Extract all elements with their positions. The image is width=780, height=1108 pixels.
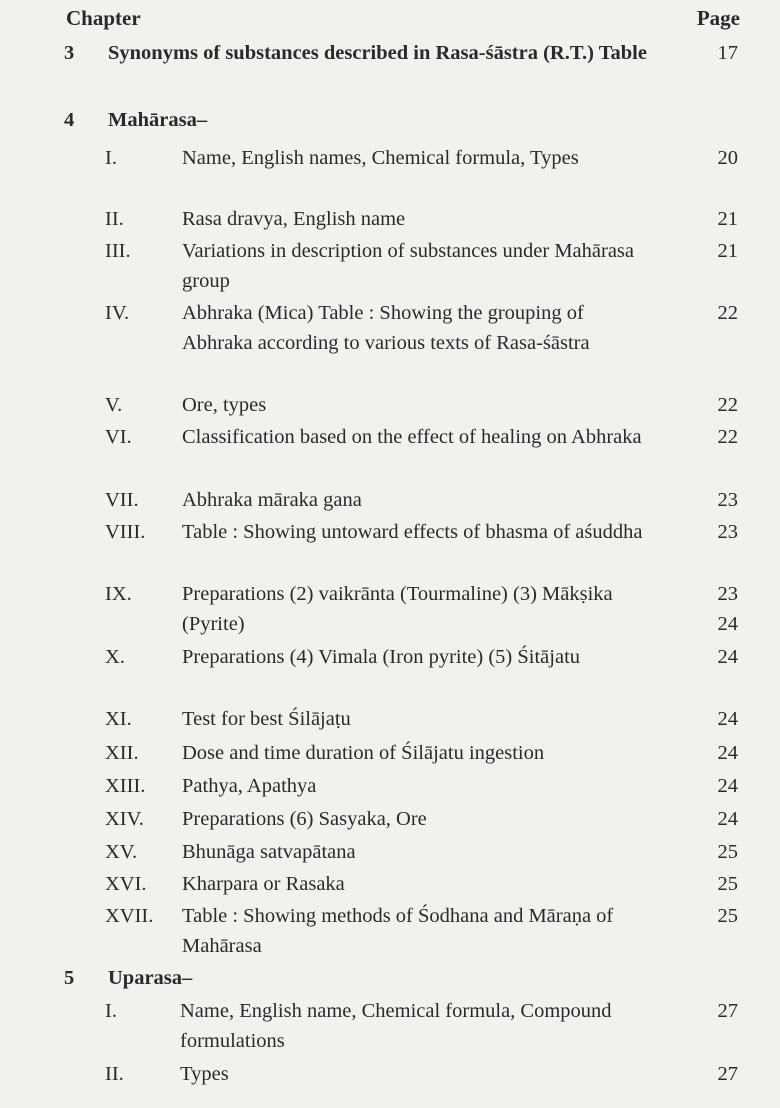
chapter-number: 4: [64, 109, 75, 131]
page-number: 23: [717, 489, 738, 511]
page-number: 24: [717, 775, 738, 797]
page-number-second-line: 24: [717, 613, 738, 635]
section-numeral: XIII.: [105, 775, 146, 797]
section-title: Kharpara or Rasaka: [182, 873, 345, 895]
chapter-title: Mahārasa–: [108, 109, 208, 131]
section-title: Classification based on the effect of healing on Abhraka: [182, 426, 642, 448]
page-number: 22: [717, 426, 738, 448]
chapter-number: 5: [64, 967, 75, 989]
section-numeral: VII.: [105, 489, 139, 511]
section-numeral: XII.: [105, 742, 139, 764]
section-title: Test for best Śilājaṭu: [182, 708, 351, 730]
page-number: 22: [717, 302, 738, 324]
section-title: Preparations (4) Vimala (Iron pyrite) (5) Śitājatu: [182, 646, 581, 668]
section-numeral: XVII.: [105, 905, 154, 927]
section-numeral: II.: [105, 1063, 124, 1085]
page-number: 23: [717, 521, 738, 543]
section-numeral: IX.: [105, 583, 132, 605]
section-numeral: XVI.: [105, 873, 147, 895]
section-numeral: I.: [105, 1000, 117, 1022]
page-number: 27: [717, 1063, 738, 1085]
chapter-number: 3: [64, 42, 75, 64]
section-title: Pathya, Apathya: [182, 775, 317, 797]
chapter-column-header: Chapter: [66, 6, 141, 30]
section-title: Types: [180, 1063, 229, 1085]
section-title: Abhraka (Mica) Table : Showing the grouping of Abhraka according to various texts of Rasa-śāstra: [182, 302, 590, 354]
page-number: 24: [717, 646, 738, 668]
section-numeral: IV.: [105, 302, 130, 324]
section-numeral: XIV.: [105, 808, 144, 830]
page-number: 21: [717, 208, 738, 230]
section-numeral: I.: [105, 147, 117, 169]
page-number: 25: [717, 873, 738, 895]
section-title: Abhraka māraka gana: [182, 489, 362, 511]
section-title: Name, English names, Chemical formula, Types: [182, 147, 579, 169]
section-numeral: XI.: [105, 708, 132, 730]
section-numeral: III.: [105, 240, 131, 262]
page-number: 24: [717, 808, 738, 830]
section-numeral: V.: [105, 394, 123, 416]
page-number: 20: [717, 147, 738, 169]
section-title: Table : Showing methods of Śodhana and Māraṇa of Mahārasa: [182, 905, 614, 957]
page-number: 21: [717, 240, 738, 262]
page-number: 24: [717, 708, 738, 730]
chapter-title: Synonyms of substances described in Rasa-śāstra (R.T.) Table: [108, 42, 647, 64]
page-number: 23: [717, 583, 738, 605]
page-number: 17: [717, 42, 738, 64]
section-title: Bhunāga satvapātana: [182, 841, 356, 863]
section-title: Ore, types: [182, 394, 267, 416]
page-number: 25: [717, 905, 738, 927]
page-number: 24: [717, 742, 738, 764]
section-title: Preparations (2) vaikrānta (Tourmaline) (3) Mākṣika (Pyrite): [182, 583, 613, 635]
section-title: Preparations (6) Sasyaka, Ore: [182, 808, 427, 830]
section-title: Rasa dravya, English name: [182, 208, 406, 230]
section-numeral: II.: [105, 208, 124, 230]
page-column-header: Page: [696, 6, 740, 30]
section-numeral: X.: [105, 646, 125, 668]
page-number: 22: [717, 394, 738, 416]
section-title: Dose and time duration of Śilājatu ingestion: [182, 742, 545, 764]
section-numeral: VI.: [105, 426, 132, 448]
section-numeral: VIII.: [105, 521, 146, 543]
page-number: 27: [717, 1000, 738, 1022]
page-number: 25: [717, 841, 738, 863]
section-numeral: XV.: [105, 841, 138, 863]
chapter-title: Uparasa–: [108, 967, 193, 989]
section-title: Variations in description of substances under Mahārasa group: [182, 240, 635, 292]
section-title: Name, English name, Chemical formula, Compound formulations: [180, 1000, 612, 1052]
section-title: Table : Showing untoward effects of bhasma of aśuddha: [182, 521, 643, 543]
